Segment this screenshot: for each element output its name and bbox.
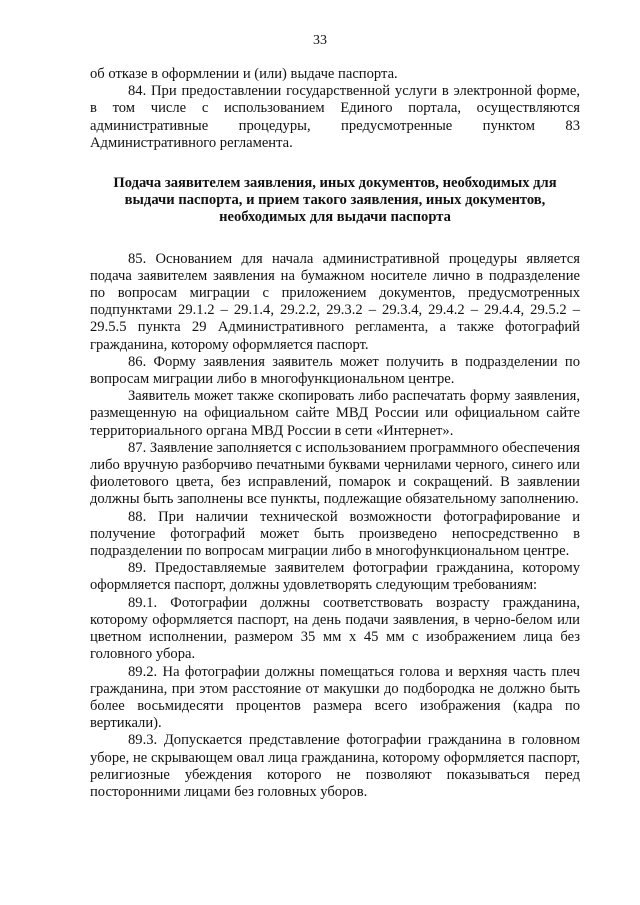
page-number: 33 bbox=[313, 33, 327, 48]
section-heading: Подача заявителем заявления, иных документов, необходимых для выдачи паспорта, и прием такого заявления, иных документов, необходимых для выдачи паспорта bbox=[113, 175, 557, 226]
paragraph-88: 88. При наличии технической возможности фотографирование и получение фотографий может быть произведено непосредственно в подразделении по вопросам миграции либо в многофункциональном центре. bbox=[90, 508, 580, 560]
document-body bbox=[90, 66, 580, 801]
paragraph-89-2: 89.2. На фотографии должны помещаться голова и верхняя часть плеч гражданина, при этом расстояние от макушки до подбородка не должно быть более восьмидесяти процентов размера всего изображения (кадра по вертикали). bbox=[90, 663, 580, 732]
paragraph-89: 89. Предоставляемые заявителем фотографии гражданина, которому оформляется паспорт, должны удовлетворять следующим требованиям: bbox=[90, 560, 580, 594]
paragraph-84: 84. При предоставлении государственной услуги в электронной форме, в том числе с использованием Единого портала, осуществляются административные процедуры, предусмотренные пунктом 83 Административного регламента. bbox=[90, 83, 580, 151]
paragraph-89-3: 89.3. Допускается представление фотографии гражданина в головном уборе, не скрывающем овал лица гражданина, которому оформляется паспорт, религиозные убеждения которого не позволяют показываться перед посторонними лицами без головных уборов. bbox=[90, 732, 580, 800]
paragraph-86: 86. Форму заявления заявитель может получить в подразделении по вопросам миграции либо в многофункциональном центре. bbox=[90, 353, 580, 388]
paragraph-86-continued: Заявитель может также скопировать либо распечатать форму заявления, размещенную на официальном сайте МВД России или официальном сайте территориального органа МВД России в сети «Интернет». bbox=[90, 388, 580, 439]
paragraph-89-1: 89.1. Фотографии должны соответствовать возрасту гражданина, которому оформляется паспорт, на день подачи заявления, в черно-белом или цветном исполнении, размером 35 мм х 45 мм с изображением лица без головного убора. bbox=[90, 594, 580, 663]
paragraph-85: 85. Основанием для начала административной процедуры является подача заявителем заявления на бумажном носителе лично в подразделение по вопросам миграции с приложением документов, предусмотренных подпунктами 29.1.2 – 29.1.4, 29.2.2, 29.3.2 – 29.3.4, 29.4.2 – 29.4.4, 29.5.2 – 29.5.5 пункта 29 Административного регламента, а также фотографий гражданина, которому оформляется паспорт. bbox=[90, 250, 580, 353]
paragraph-87: 87. Заявление заполняется с использованием программного обеспечения либо вручную разборчиво печатными буквами чернилами черного, синего или фиолетового цвета, без исправлений, помарок и сокращений. В заявлении должны быть заполнены все пункты, подлежащие обязательному заполнению. bbox=[90, 439, 580, 508]
paragraph-continuation: об отказе в оформлении и (или) выдаче паспорта. bbox=[90, 66, 398, 82]
